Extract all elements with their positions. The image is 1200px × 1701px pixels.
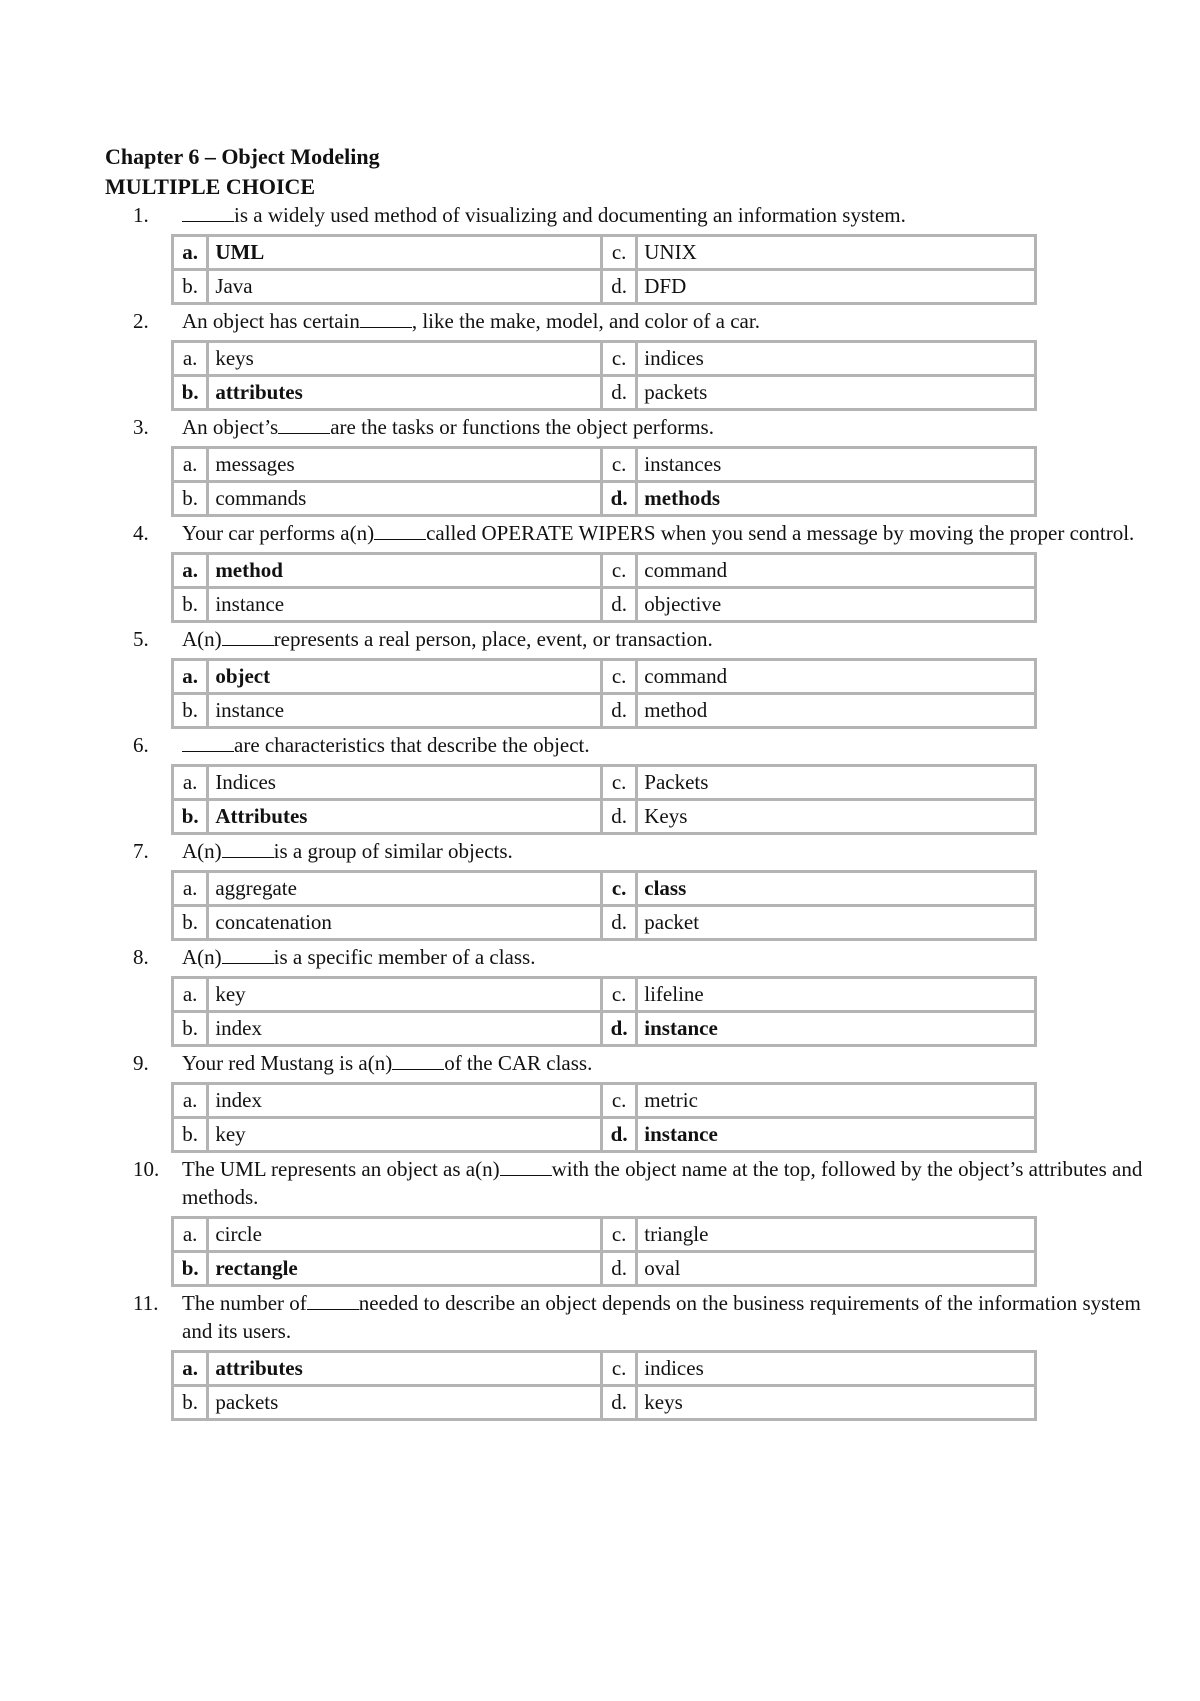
choice-row: [173, 1252, 1036, 1286]
choice-letter: d.: [601, 906, 636, 940]
question-list: [105, 201, 1143, 1421]
choice-text: command: [637, 554, 1036, 588]
question-text-before: A(n): [182, 945, 222, 969]
question-text-before: An object’s: [182, 415, 279, 439]
choice-text: DFD: [637, 270, 1036, 304]
question-number: 1.: [133, 203, 149, 227]
choice-letter: b.: [173, 1386, 208, 1420]
question-number: 10.: [133, 1157, 160, 1181]
choice-row: [173, 1386, 1036, 1420]
choice-letter: b.: [173, 482, 208, 516]
choice-row: [173, 554, 1036, 588]
choice-row: [173, 872, 1036, 906]
choice-text: objective: [637, 588, 1036, 622]
question-stem: [105, 519, 1162, 547]
choice-text: Java: [208, 270, 602, 304]
question-stem: [105, 307, 1162, 335]
choice-row: [173, 906, 1036, 940]
choice-text: index: [208, 1012, 602, 1046]
choice-row: [173, 1012, 1036, 1046]
choice-text: messages: [208, 448, 602, 482]
question-text-after: are the tasks or functions the object performs.: [330, 415, 714, 439]
question-text: [182, 1049, 1162, 1077]
question-number: 2.: [133, 309, 149, 333]
choice-letter: b.: [173, 376, 208, 410]
choice-text: triangle: [637, 1218, 1036, 1252]
choice-text: packets: [208, 1386, 602, 1420]
question-text-after: represents a real person, place, event, or transaction.: [273, 627, 713, 651]
question-text-before: The UML represents an object as a(n): [182, 1157, 500, 1181]
choice-letter: a.: [173, 236, 208, 270]
question-10: [105, 1155, 1143, 1287]
choice-text: lifeline: [637, 978, 1036, 1012]
choice-letter: d.: [601, 1012, 636, 1046]
choice-row: [173, 978, 1036, 1012]
answer-choices: [171, 658, 1037, 729]
question-text: [182, 1155, 1162, 1211]
question-number: 8.: [133, 945, 149, 969]
choice-letter: c.: [601, 448, 636, 482]
choice-text-correct: UML: [208, 236, 602, 270]
answer-blank: [500, 1157, 552, 1176]
choice-text: Keys: [637, 800, 1036, 834]
choice-letter: c.: [601, 872, 636, 906]
choice-letter: c.: [601, 766, 636, 800]
choice-row: [173, 1084, 1036, 1118]
question-text-after: are characteristics that describe the object.: [234, 733, 590, 757]
choice-text-correct: class: [637, 872, 1036, 906]
question-text-before: The number of: [182, 1291, 307, 1315]
choice-letter: c.: [601, 978, 636, 1012]
choice-row: [173, 448, 1036, 482]
answer-blank: [374, 521, 426, 540]
choice-letter: b.: [173, 1118, 208, 1152]
choice-text-correct: Attributes: [208, 800, 602, 834]
question-text-before: An object has certain: [182, 309, 360, 333]
choice-letter: a.: [173, 660, 208, 694]
choice-letter: b.: [173, 1012, 208, 1046]
question-text-after: called OPERATE WIPERS when you send a message by moving the proper control.: [426, 521, 1135, 545]
choice-text-correct: attributes: [208, 376, 602, 410]
choice-letter: d.: [601, 800, 636, 834]
question-text: [182, 1289, 1162, 1345]
answer-blank: [392, 1051, 444, 1070]
choice-text: aggregate: [208, 872, 602, 906]
choice-letter: a.: [173, 554, 208, 588]
question-text: [182, 837, 1162, 865]
question-stem: [105, 943, 1162, 971]
choice-letter: b.: [173, 588, 208, 622]
question-text: [182, 625, 1162, 653]
choice-text: indices: [637, 342, 1036, 376]
question-text-after: is a group of similar objects.: [273, 839, 513, 863]
question-text: [182, 413, 1162, 441]
choice-row: [173, 694, 1036, 728]
answer-blank: [307, 1291, 359, 1310]
choice-row: [173, 800, 1036, 834]
choice-letter: d.: [601, 1252, 636, 1286]
question-text-before: Your car performs a(n): [182, 521, 375, 545]
choice-row: [173, 660, 1036, 694]
choice-letter: a.: [173, 1218, 208, 1252]
choice-letter: a.: [173, 766, 208, 800]
question-number: 9.: [133, 1051, 149, 1075]
choice-text: commands: [208, 482, 602, 516]
choice-letter: c.: [601, 1084, 636, 1118]
choice-letter: a.: [173, 1084, 208, 1118]
page-title: Chapter 6 – Object Modeling: [105, 144, 380, 169]
choice-text: keys: [208, 342, 602, 376]
choice-row: [173, 1218, 1036, 1252]
choice-letter: d.: [601, 1118, 636, 1152]
question-text-after: is a specific member of a class.: [273, 945, 536, 969]
choice-letter: c.: [601, 1218, 636, 1252]
answer-blank: [222, 627, 274, 646]
answer-blank: [360, 309, 412, 328]
choice-text: key: [208, 978, 602, 1012]
question-text-after: , like the make, model, and color of a car.: [411, 309, 760, 333]
choice-text: command: [637, 660, 1036, 694]
question-text: [182, 731, 1162, 759]
choice-letter: d.: [601, 588, 636, 622]
question-3: [105, 413, 1105, 517]
question-11: [105, 1289, 1141, 1421]
answer-choices: [171, 446, 1037, 517]
choice-letter: c.: [601, 660, 636, 694]
choice-row: [173, 1352, 1036, 1386]
question-2: [105, 307, 1105, 411]
question-stem: [105, 1155, 1162, 1211]
choice-letter: a.: [173, 1352, 208, 1386]
question-number: 7.: [133, 839, 149, 863]
choice-letter: a.: [173, 872, 208, 906]
choice-text: Indices: [208, 766, 602, 800]
choice-text: index: [208, 1084, 602, 1118]
choice-row: [173, 766, 1036, 800]
question-stem: [105, 625, 1162, 653]
choice-row: [173, 236, 1036, 270]
question-stem: [105, 413, 1162, 441]
choice-letter: b.: [173, 270, 208, 304]
section-heading: MULTIPLE CHOICE: [105, 174, 316, 199]
answer-blank: [222, 839, 274, 858]
choice-text-correct: instance: [637, 1118, 1036, 1152]
choice-row: [173, 482, 1036, 516]
answer-blank: [182, 733, 234, 752]
question-number: 4.: [133, 521, 149, 545]
choice-text-correct: methods: [637, 482, 1036, 516]
question-8: [105, 943, 1105, 1047]
choice-row: [173, 342, 1036, 376]
question-stem: [105, 201, 1162, 229]
question-number: 11.: [133, 1291, 159, 1315]
choice-letter: c.: [601, 342, 636, 376]
question-6: [105, 731, 1105, 835]
choice-letter: d.: [601, 270, 636, 304]
question-1: [105, 201, 1105, 305]
question-text: [182, 943, 1162, 971]
question-text-before: A(n): [182, 627, 222, 651]
question-stem: [105, 837, 1162, 865]
choice-text: key: [208, 1118, 602, 1152]
choice-text-correct: method: [208, 554, 602, 588]
question-text: [182, 201, 1162, 229]
question-text-after: needed to describe an object depends on the business requirements of the information system and its users.: [182, 1291, 1141, 1343]
choice-text: instance: [208, 588, 602, 622]
choice-letter: b.: [173, 694, 208, 728]
choice-text: instance: [208, 694, 602, 728]
question-stem: [105, 731, 1162, 759]
choice-text: oval: [637, 1252, 1036, 1286]
question-7: [105, 837, 1105, 941]
question-text-before: A(n): [182, 839, 222, 863]
question-stem: [105, 1049, 1162, 1077]
question-4: [105, 519, 1135, 623]
answer-choices: [171, 870, 1037, 941]
choice-letter: d.: [601, 694, 636, 728]
choice-row: [173, 270, 1036, 304]
choice-text: Packets: [637, 766, 1036, 800]
answer-choices: [171, 234, 1037, 305]
question-number: 3.: [133, 415, 149, 439]
answer-choices: [171, 764, 1037, 835]
choice-letter: a.: [173, 978, 208, 1012]
choice-letter: c.: [601, 236, 636, 270]
choice-text: circle: [208, 1218, 602, 1252]
choice-letter: b.: [173, 906, 208, 940]
answer-choices: [171, 340, 1037, 411]
answer-blank: [182, 203, 234, 222]
choice-letter: d.: [601, 1386, 636, 1420]
choice-letter: d.: [601, 482, 636, 516]
choice-text-correct: rectangle: [208, 1252, 602, 1286]
choice-row: [173, 376, 1036, 410]
choice-letter: a.: [173, 448, 208, 482]
question-text: [182, 307, 1162, 335]
answer-blank: [222, 945, 274, 964]
answer-choices: [171, 1350, 1037, 1421]
question-text: [182, 519, 1162, 547]
question-9: [105, 1049, 1105, 1153]
choice-text-correct: object: [208, 660, 602, 694]
choice-letter: c.: [601, 554, 636, 588]
choice-text: metric: [637, 1084, 1036, 1118]
question-stem: [105, 1289, 1162, 1345]
choice-text-correct: attributes: [208, 1352, 602, 1386]
question-number: 6.: [133, 733, 149, 757]
question-number: 5.: [133, 627, 149, 651]
question-text-after: of the CAR class.: [444, 1051, 593, 1075]
answer-choices: [171, 1216, 1037, 1287]
answer-choices: [171, 1082, 1037, 1153]
document: [105, 143, 1143, 1423]
choice-row: [173, 588, 1036, 622]
choice-text: packets: [637, 376, 1036, 410]
choice-letter: c.: [601, 1352, 636, 1386]
choice-letter: b.: [173, 1252, 208, 1286]
choice-letter: a.: [173, 342, 208, 376]
choice-text: UNIX: [637, 236, 1036, 270]
question-5: [105, 625, 1105, 729]
choice-text: concatenation: [208, 906, 602, 940]
choice-letter: b.: [173, 800, 208, 834]
choice-text-correct: instance: [637, 1012, 1036, 1046]
choice-letter: d.: [601, 376, 636, 410]
question-text-after: with the object name at the top, followed by the object’s attributes and methods.: [182, 1157, 1143, 1209]
choice-text: keys: [637, 1386, 1036, 1420]
choice-text: indices: [637, 1352, 1036, 1386]
choice-text: instances: [637, 448, 1036, 482]
choice-row: [173, 1118, 1036, 1152]
question-text-after: is a widely used method of visualizing and documenting an information system.: [234, 203, 906, 227]
answer-choices: [171, 976, 1037, 1047]
choice-text: method: [637, 694, 1036, 728]
answer-choices: [171, 552, 1037, 623]
question-text-before: Your red Mustang is a(n): [182, 1051, 393, 1075]
choice-text: packet: [637, 906, 1036, 940]
answer-blank: [278, 415, 330, 434]
